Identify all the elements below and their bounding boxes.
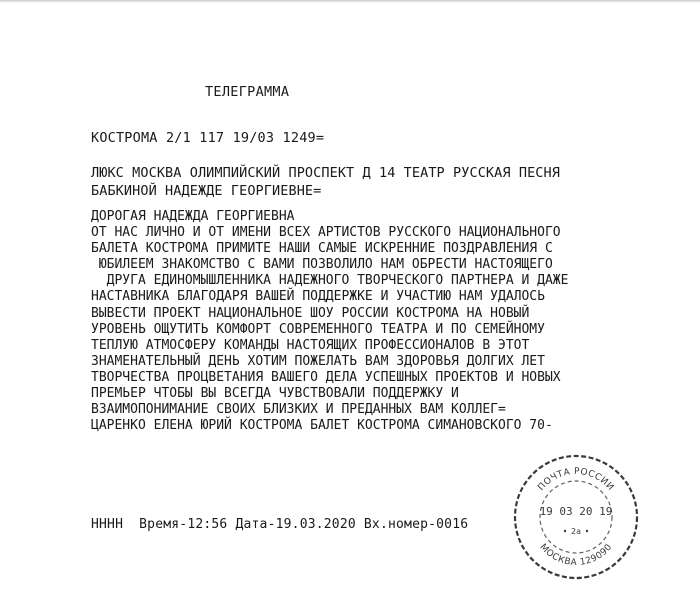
body-line: УРОВЕНЬ ОЩУТИТЬ КОМФОРТ СОВРЕМЕННОГО ТЕАТРА И ПО СЕМЕЙНОМУ	[91, 321, 545, 337]
body-line: ДРУГА ЕДИНОМЫШЛЕННИКА НАДЕЖНОГО ТВОРЧЕСКОГО ПАРТНЕРА И ДАЖЕ	[91, 273, 569, 289]
body-line: ЗНАМЕНАТЕЛЬНЫЙ ДЕНЬ ХОТИМ ПОЖЕЛАТЬ ВАМ ЗДОРОВЬЯ ДОЛГИХ ЛЕТ	[91, 353, 545, 369]
stamp-bottom-text: МОСКВА 129090	[537, 542, 615, 569]
scan-edge	[0, 0, 700, 3]
body-line: ВЗАИМОПОНИМАНИЕ СВОИХ БЛИЗКИХ И ПРЕДАННЫХ ВАМ КОЛЛЕГ=	[91, 402, 506, 418]
telegram-footer: НННН Время-12:56 Дата-19.03.2020 Вх.номер-0016	[91, 517, 469, 532]
postal-stamp	[511, 452, 641, 582]
body-line: ДОРОГАЯ НАДЕЖДА ГЕОРГИЕВНА	[91, 209, 295, 224]
body-line: ПРЕМЬЕР ЧТОБЫ ВЫ ВСЕГДА ЧУВСТВОВАЛИ ПОДДЕРЖКУ И	[91, 386, 459, 402]
stamp-dot	[564, 530, 566, 532]
stamp-code: 2а	[571, 527, 581, 536]
body-line: ОТ НАС ЛИЧНО И ОТ ИМЕНИ ВСЕХ АРТИСТОВ РУССКОГО НАЦИОНАЛЬНОГО	[91, 225, 561, 241]
telegram-header: КОСТРОМА 2/1 117 19/03 1249=	[91, 130, 325, 146]
message-body	[91, 209, 568, 434]
body-line: НАСТАВНИКА БЛАГОДАРЯ ВАШЕЙ ПОДДЕРЖКЕ И УЧАСТИЮ НАМ УДАЛОСЬ	[91, 289, 545, 305]
body-line: ВЫВЕСТИ ПРОЕКТ НАЦИОНАЛЬНОЕ ШОУ РОССИИ КОСТРОМА НА НОВЫЙ	[91, 305, 530, 321]
body-line: ЮБИЛЕЕМ ЗНАКОМСТВО С ВАМИ ПОЗВОЛИЛО НАМ ОБРЕСТИ НАСТОЯЩЕГО	[91, 257, 553, 273]
body-line: ТЕПЛУЮ АТМОСФЕРУ КОМАНДЫ НАСТОЯЩИХ ПРОФЕССИОНАЛОВ В ЭТОТ	[91, 337, 530, 353]
stamp-dot	[586, 530, 588, 532]
signature-line: ЦАРЕНКО ЕЛЕНА ЮРИЙ КОСТРОМА БАЛЕТ КОСТРОМА СИМАНОВСКОГО 70-	[91, 418, 553, 434]
stamp-date: 19 03 20 19	[539, 505, 613, 518]
address-line: БАБКИНОЙ НАДЕЖДЕ ГЕОРГИЕВНЕ=	[91, 183, 322, 199]
stamp-top-text: ПОЧТА РОССИИ	[536, 466, 616, 493]
body-line: БАЛЕТА КОСТРОМА ПРИМИТЕ НАШИ САМЫЕ ИСКРЕННИЕ ПОЗДРАВЛЕНИЯ С	[91, 241, 553, 257]
document-title: ТЕЛЕГРАММА	[205, 84, 290, 100]
body-line: ТВОРЧЕСТВА ПРОЦВЕТАНИЯ ВАШЕГО ДЕЛА УСПЕШНЫХ ПРОЕКТОВ И НОВЫХ	[91, 369, 561, 385]
recipient-address	[91, 164, 560, 200]
address-line: ЛЮКС МОСКВА ОЛИМПИЙСКИЙ ПРОСПЕКТ Д 14 ТЕАТР РУССКАЯ ПЕСНЯ	[91, 165, 560, 181]
